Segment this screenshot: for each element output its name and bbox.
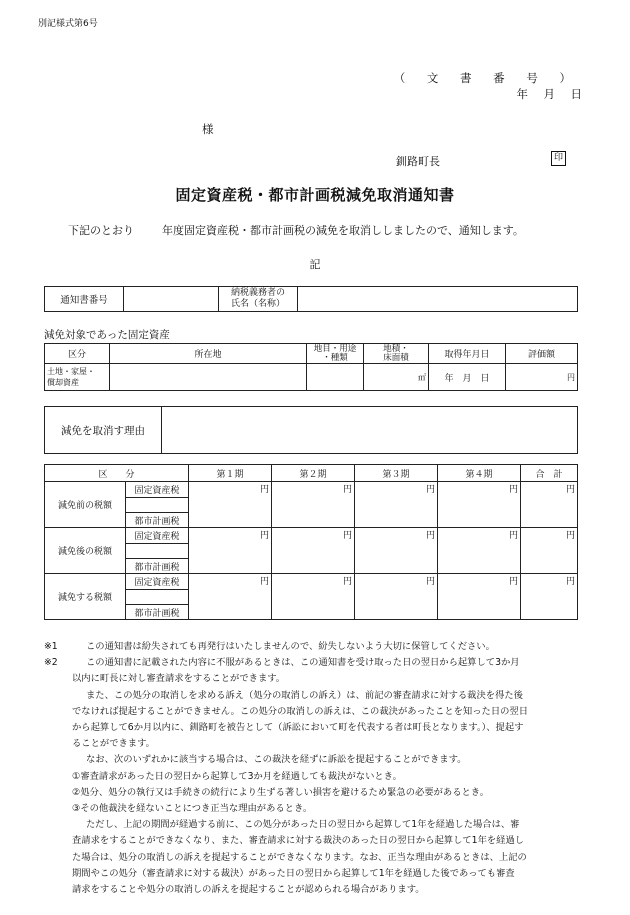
tax-group-label: 減免する税額 (45, 574, 126, 620)
document-date-field: 年 月 日 (516, 87, 584, 101)
asset-section-title: 減免対象であった固定資産 (44, 329, 170, 341)
note-line: ることができます。 (72, 738, 155, 750)
tax-header-category: 区 分 (45, 465, 189, 482)
reason-table (44, 406, 578, 454)
tax-cell: 円 (189, 482, 272, 528)
addressee-honorific: 様 (202, 122, 214, 136)
note-line: でなければ提起することができません。この処分の取消しの訴えは、この裁決があったことを知った日の翌日 (72, 705, 529, 717)
document-number-field: （ 文 書 番 号 ） (393, 71, 580, 85)
asset-header-area-line2: 床面積 (383, 352, 409, 363)
tax-group-label: 減免前の税額 (45, 482, 126, 528)
notes-section (44, 639, 590, 898)
tax-amount-table (44, 464, 578, 620)
tax-cell: 円 (355, 528, 438, 574)
tax-header-p3: 第３期 (355, 465, 438, 482)
tax-header-total: 合 計 (521, 465, 578, 482)
taxpayer-label-line2: 氏名（名称） (230, 299, 285, 309)
tax-cell: 円 (521, 528, 578, 574)
asset-table (44, 343, 578, 391)
asset-row-location (110, 364, 307, 391)
note-1 (44, 639, 590, 655)
note-line: から起算して6か月以内に、釧路町を被告として（訴訟において町を代表する者は町長となります。）、提起す (72, 722, 524, 734)
reason-value (162, 407, 578, 454)
tax-kind-spacer (126, 498, 189, 513)
tax-kind-label: 都市計画税 (126, 605, 189, 620)
note-line: ただし、上記の期間が経過する前に、この処分があった日の翌日から起算して1年を経過した場合は、審 (86, 819, 520, 831)
asset-header-use-line2: ・種類 (322, 352, 348, 363)
asset-header-use-line1: 地目・用途 (313, 343, 357, 354)
notice-info-table (44, 286, 578, 312)
note-2 (44, 655, 590, 671)
taxpayer-name-label (219, 287, 298, 312)
note-line: 期間やこの処分（審査請求に対する裁決）があった日の翌日から起算して1年を経過した後であっても審査 (72, 867, 515, 879)
asset-header-acq-date: 取得年月日 (429, 344, 506, 364)
asset-row-acq-date: 年 月 日 (429, 364, 506, 391)
tax-header-p2: 第２期 (272, 465, 355, 482)
ki-heading: 記 (309, 258, 321, 271)
tax-kind-label: 固定資産税 (126, 574, 189, 590)
tax-kind-label: 固定資産税 (126, 482, 189, 498)
tax-header-p1: 第１期 (189, 465, 272, 482)
asset-header-area (364, 344, 429, 364)
tax-kind-label: 固定資産税 (126, 528, 189, 544)
tax-kind-label: 都市計画税 (126, 559, 189, 574)
tax-group-label: 減免後の税額 (45, 528, 126, 574)
tax-cell: 円 (355, 574, 438, 620)
note-item-3: ③その他裁決を経ないことにつき正当な理由があるとき。 (72, 803, 313, 815)
note-line: また、この処分の取消しを求める訴え（処分の取消しの訴え）は、前記の審査請求に対する裁決を得た後 (86, 689, 523, 701)
tax-cell: 円 (438, 482, 521, 528)
reason-label: 減免を取消す理由 (45, 407, 162, 454)
note-1-mark: ※1 (44, 641, 58, 652)
asset-row-use (307, 364, 364, 391)
tax-cell: 円 (521, 482, 578, 528)
note-1-text: この通知書は紛失されても再発行はいたしませんので、紛失しないよう大切に保管してください。 (86, 641, 495, 652)
asset-row-area: ㎡ (364, 364, 429, 391)
tax-cell: 円 (438, 528, 521, 574)
notice-number-label: 通知書番号 (45, 287, 124, 312)
lead-text-prefix: 下記のとおり (68, 224, 134, 237)
note-line: なお、次のいずれかに該当する場合は、この裁決を経ずに訴訟を提起することができます。 (86, 754, 467, 766)
document-title: 固定資産税・都市計画税減免取消通知書 (175, 186, 455, 204)
asset-header-value: 評価額 (506, 344, 578, 364)
asset-header-use (307, 344, 364, 364)
asset-header-area-line1: 地積・ (383, 343, 409, 354)
taxpayer-name-value (298, 287, 578, 312)
tax-cell: 円 (355, 482, 438, 528)
seal-stamp-icon: 印 (551, 151, 566, 166)
tax-kind-spacer (126, 590, 189, 605)
note-2-mark: ※2 (44, 657, 58, 669)
tax-cell: 円 (189, 528, 272, 574)
asset-row-category (45, 364, 110, 391)
asset-header-category: 区分 (45, 344, 110, 364)
tax-header-p4: 第４期 (438, 465, 521, 482)
asset-header-location: 所在地 (110, 344, 307, 364)
tax-cell: 円 (189, 574, 272, 620)
note-line: 査請求をすることができなくなり、また、審査請求に対する裁決のあった日の翌日から起算して1年を経過し (72, 835, 525, 847)
tax-cell: 円 (521, 574, 578, 620)
note-item-1: ①審査請求があった日の翌日から起算して3か月を経過しても裁決がないとき。 (72, 770, 402, 782)
lead-text-body: 年度固定資産税・都市計画税の減免を取消ししましたので、通知します。 (162, 224, 524, 237)
sender-name: 釧路町長 (396, 155, 440, 168)
asset-row-category-line1: 土地・家屋・ (47, 367, 95, 376)
asset-row-category-line2: 償却資産 (47, 378, 79, 387)
note-line: 以内に町長に対し審査請求をすることができます。 (72, 673, 286, 685)
asset-row-value: 円 (506, 364, 578, 391)
note-line: た場合は、処分の取消しの訴えを提起することができなくなります。なお、正当な理由があるときは、上記の (72, 851, 527, 863)
note-2-text: この通知書に記載された内容に不服があるときは、この通知書を受け取った日の翌日から起算して3か月 (86, 657, 520, 669)
form-number-label: 別記様式第6号 (38, 19, 98, 29)
tax-kind-spacer (126, 544, 189, 559)
tax-cell: 円 (272, 482, 355, 528)
note-item-2: ②処分、処分の執行又は手続きの続行により生ずる著しい損害を避けるため緊急の必要があるとき。 (72, 786, 490, 798)
notice-number-value (124, 287, 219, 312)
tax-cell: 円 (272, 528, 355, 574)
taxpayer-label-line1: 納税義務者の (230, 288, 285, 298)
tax-cell: 円 (438, 574, 521, 620)
tax-kind-label: 都市計画税 (126, 513, 189, 528)
note-line: 請求をすることや処分の取消しの訴えを提起することが認められる場合があります。 (72, 884, 425, 896)
tax-cell: 円 (272, 574, 355, 620)
